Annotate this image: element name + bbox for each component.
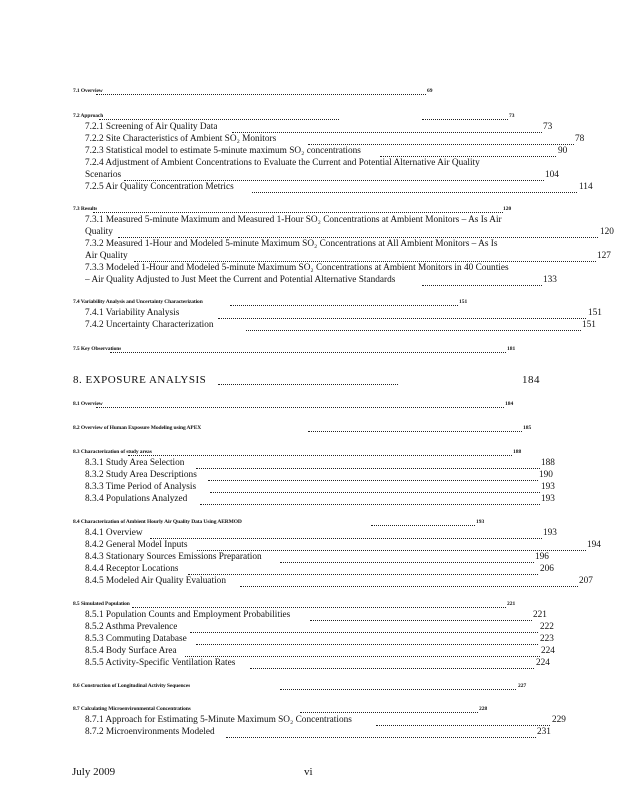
toc-section-7-1: 7.1 Overview [73, 88, 103, 94]
toc-section-7-2-4: 7.2.4 Adjustment of Ambient Concentrations to Evaluate the Current and Potential Alternative Air Quality [85, 158, 480, 168]
toc-section-7-4: 7.4 Variability Analysis and Uncertainty Characterization [73, 299, 203, 305]
toc-section-7-3-3-cont: – Air Quality Adjusted to Just Meet the Current and Potential Alternative Standards [85, 275, 396, 285]
toc-page-8-7-2: 231 [537, 727, 551, 737]
toc-page-7-3-2: 127 [597, 251, 611, 261]
toc-section-7-2-5: 7.2.5 Air Quality Concentration Metrics [85, 182, 234, 192]
toc-leader [218, 318, 586, 319]
toc-leader [190, 632, 538, 633]
toc-leader [200, 504, 540, 505]
toc-section-7-3-3: 7.3.3 Modeled 1-Hour and Modeled 5-minute Maximum SO₂ Concentrations at Ambient Monitors in 40 Counties [85, 263, 509, 273]
toc-section-8-7-1: 8.7.1 Approach for Estimating 5-Minute Maximum SO₂ Concentrations [85, 715, 352, 725]
toc-section-8-5-5: 8.5.5 Activity-Specific Ventilation Rates [85, 658, 236, 668]
toc-leader [185, 656, 540, 657]
toc-page-8-5-4: 224 [541, 646, 555, 656]
toc-page-8-4-5: 207 [579, 576, 593, 586]
toc-leader [226, 737, 536, 738]
toc-section-7-4-1: 7.4.1 Variability Analysis [85, 308, 180, 318]
toc-leader [208, 480, 538, 481]
toc-section-7-2-1: 7.2.1 Screening of Air Quality Data [85, 122, 218, 132]
toc-leader [376, 725, 550, 726]
toc-section-8-6: 8.6 Construction of Longitudinal Activity Sequences [73, 683, 191, 689]
toc-page-7-2-1: 73 [543, 122, 553, 132]
toc-section-8-7-2: 8.7.2 Microenvironments Modeled [85, 727, 215, 737]
toc-leader [280, 562, 534, 563]
toc-page-7-2-4: 104 [545, 170, 559, 180]
toc-leader [210, 492, 540, 493]
toc-section-8-5-3: 8.5.3 Commuting Database [85, 634, 187, 644]
toc-section-8-3: 8.3 Characterization of study areas [73, 449, 152, 455]
toc-page-8-3: 188 [513, 449, 522, 455]
toc-leader [422, 285, 542, 286]
toc-section-7-2: 7.2 Approach [73, 113, 104, 119]
toc-section-8-4-4: 8.4.4 Receptor Locations [85, 564, 179, 574]
toc-section-8-4-5: 8.4.5 Modeled Air Quality Evaluation [85, 576, 226, 586]
toc-page-8-3-1: 188 [541, 458, 555, 468]
toc-leader [232, 132, 542, 133]
toc-page-8-6: 227 [518, 683, 527, 689]
toc-section-7-3-2-cont: Air Quality [85, 251, 128, 261]
toc-page-8-3-4: 193 [541, 494, 555, 504]
toc-section-8-5-2: 8.5.2 Asthma Prevalence [85, 622, 178, 632]
toc-leader [110, 352, 506, 353]
toc-page-7-2: 73 [509, 113, 515, 119]
toc-leader [197, 550, 586, 551]
toc-section-8-5-4: 8.5.4 Body Surface Area [85, 646, 177, 656]
toc-leader [196, 644, 538, 645]
toc-section-7-2-3: 7.2.3 Statistical model to estimate 5-minute maximum SO₂ concentrations [85, 146, 361, 156]
toc-leader [250, 668, 534, 669]
toc-leader [99, 119, 339, 120]
toc-page-8-7-1: 229 [552, 715, 566, 725]
toc-leader [128, 455, 512, 456]
toc-leader [380, 156, 556, 157]
toc-section-8-4: 8.4 Characterization of Ambient Hourly Air Quality Data Using AERMOD [73, 519, 242, 525]
toc-page-7-4-1: 151 [588, 308, 602, 318]
toc-page-8-2: 185 [523, 425, 532, 431]
toc-page-7-3: 120 [503, 206, 512, 212]
toc-page-8-4-3: 196 [535, 552, 549, 562]
toc-leader [310, 620, 532, 621]
toc-page-8-4-4: 206 [540, 564, 554, 574]
toc-section-8-3-2: 8.3.2 Study Area Descriptions [85, 470, 197, 480]
toc-leader [240, 586, 578, 587]
toc-section-8-3-1: 8.3.1 Study Area Selection [85, 458, 185, 468]
toc-leader [196, 468, 540, 469]
toc-page-7-3-1: 120 [600, 227, 614, 237]
toc-leader [96, 94, 426, 95]
toc-leader [246, 330, 581, 331]
toc-page-7-2-2: 78 [575, 134, 585, 144]
toc-page-7-2-3: 90 [558, 146, 568, 156]
toc-page-8-4-1: 193 [543, 528, 557, 538]
toc-page-7-4-2: 151 [582, 320, 596, 330]
toc-leader [230, 305, 458, 306]
toc-leader [308, 144, 574, 145]
toc-page-7-2-5: 114 [579, 182, 593, 192]
toc-section-7-2-4-cont: Scenarios [85, 170, 122, 180]
toc-leader [96, 407, 504, 408]
toc-leader [118, 237, 598, 238]
toc-page-7-3-3: 133 [543, 275, 557, 285]
toc-section-7-3-1-cont: Quality [85, 227, 113, 237]
toc-leader [218, 384, 398, 385]
toc-section-8-4-1: 8.4.1 Overview [85, 528, 143, 538]
toc-page-8-5: 221 [507, 601, 516, 607]
toc-leader [124, 180, 544, 181]
toc-section-8-3-4: 8.3.4 Populations Analyzed [85, 494, 188, 504]
toc-page-8-5-5: 224 [536, 658, 550, 668]
toc-leader [132, 607, 506, 608]
toc-page-8-5-2: 222 [540, 622, 554, 632]
toc-leader [252, 192, 577, 193]
toc-page-8-3-2: 190 [539, 470, 553, 480]
toc-page-8-4: 193 [476, 519, 485, 525]
toc-page-8-4-2: 194 [587, 540, 601, 550]
footer-date: July 2009 [72, 766, 116, 778]
toc-page-8-7: 228 [479, 706, 488, 712]
toc-section-8-5: 8.5 Simulated Population [73, 601, 130, 607]
toc-section-7-3-2: 7.3.2 Measured 1-Hour and Modeled 5-minute Maximum SO₂ Concentrations at All Ambient Monitors – As Is [85, 239, 498, 249]
toc-page-7-4: 151 [459, 299, 468, 305]
toc-section-7-3-1: 7.3.1 Measured 5-minute Maximum and Measured 1-Hour SO₂ Concentrations at Ambient Monitors – As Is Air [85, 215, 502, 225]
toc-section-8-5-1: 8.5.1 Population Counts and Employment Probabilities [85, 610, 291, 620]
toc-page-8-1: 184 [505, 401, 514, 407]
toc-leader [308, 431, 522, 432]
toc-leader [134, 261, 596, 262]
toc-page-7-5: 181 [507, 346, 516, 352]
toc-section-8-7: 8.7 Calculating Microenvironmental Concentrations [73, 706, 191, 712]
toc-leader [422, 119, 508, 120]
toc-section-8-3-3: 8.3.3 Time Period of Analysis [85, 482, 197, 492]
toc-section-8-4-3: 8.4.3 Stationary Sources Emissions Preparation [85, 552, 262, 562]
toc-section-8-2: 8.2 Overview of Human Exposure Modeling using APEX [73, 425, 202, 431]
toc-page-8: 184 [522, 374, 540, 386]
toc-section-8-1: 8.1 Overview [73, 401, 103, 407]
toc-page-8-5-1: 221 [533, 610, 547, 620]
toc-section-8-4-2: 8.4.2 General Model Inputs [85, 540, 188, 550]
toc-section-7-4-2: 7.4.2 Uncertainty Characterization [85, 320, 214, 330]
toc-page-7-1: 69 [427, 88, 433, 94]
toc-section-7-5: 7.5 Key Observations [73, 346, 122, 352]
toc-leader [300, 712, 478, 713]
toc-leader [93, 212, 503, 213]
toc-leader [280, 689, 516, 690]
toc-section-7-3: 7.3 Results [73, 206, 98, 212]
toc-section-7-2-2: 7.2.2 Site Characteristics of Ambient SO₂ Monitors [85, 134, 277, 144]
toc-leader [188, 574, 538, 575]
toc-chapter-8: 8. EXPOSURE ANALYSIS [73, 374, 207, 386]
footer-page-number: vi [304, 766, 313, 778]
toc-page-8-3-3: 193 [541, 482, 555, 492]
toc-leader [150, 538, 542, 539]
toc-page-8-5-3: 223 [540, 634, 554, 644]
toc-leader [371, 525, 475, 526]
